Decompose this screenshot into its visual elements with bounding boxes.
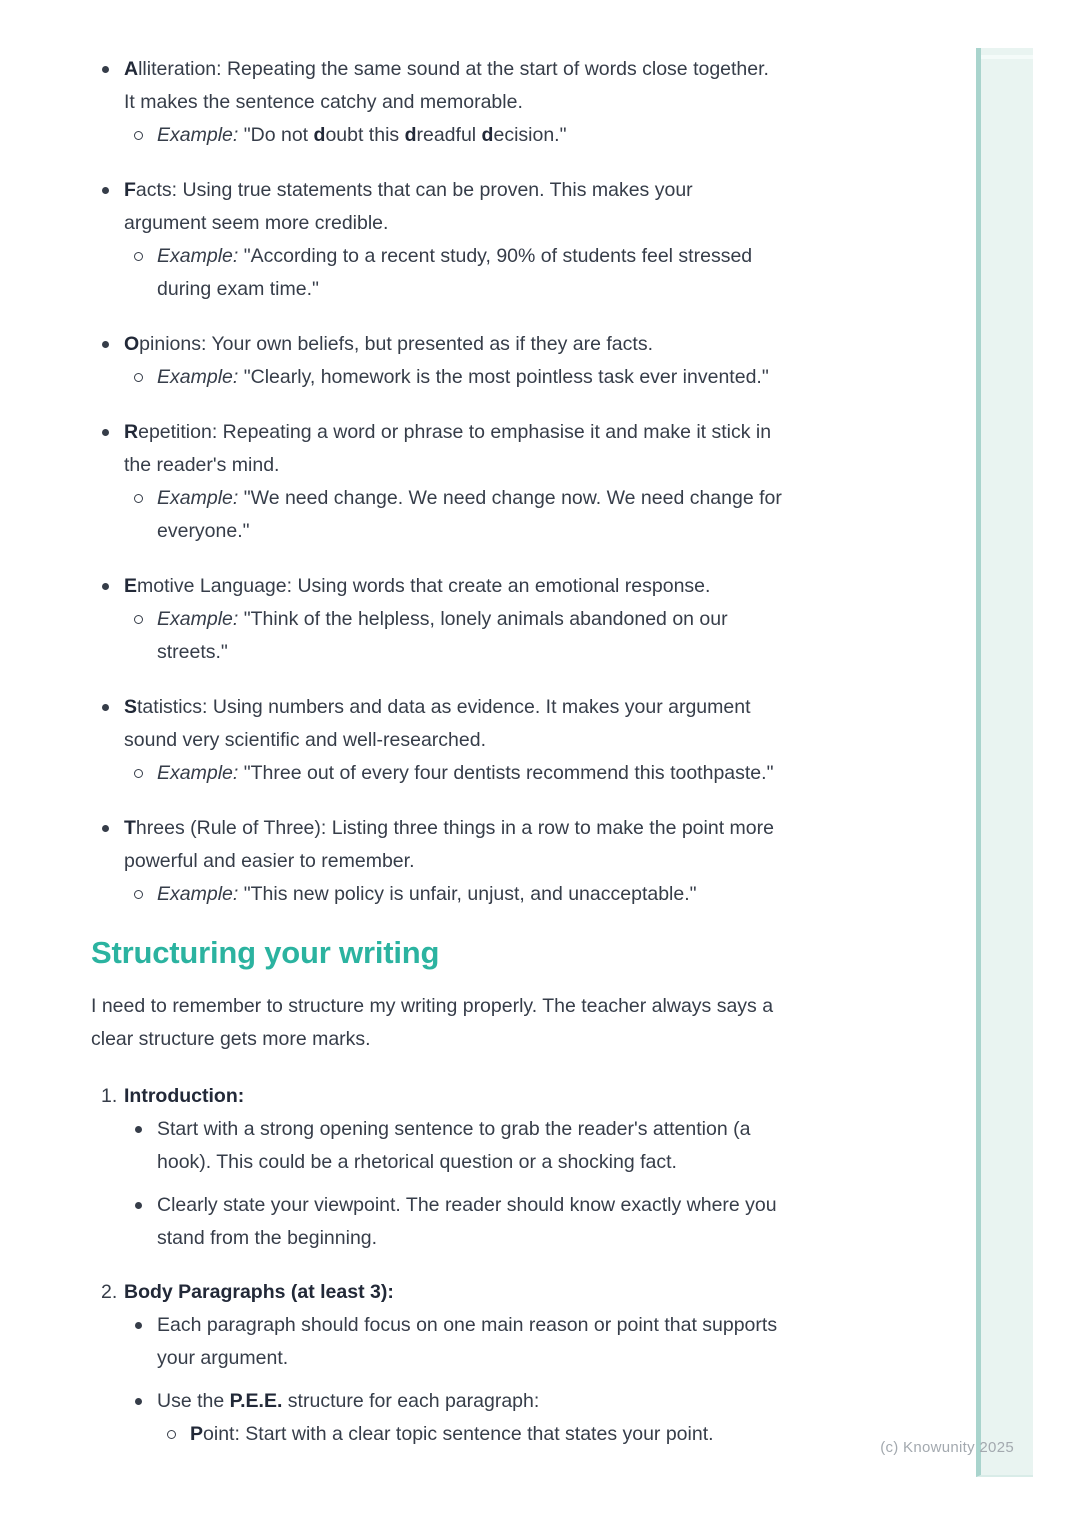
sub-bullet-text (190, 1418, 836, 1451)
circle-bullet-icon (134, 494, 143, 503)
text-segment: everyone." (157, 520, 250, 542)
list-item-alliteration (91, 53, 836, 152)
text-line (124, 691, 836, 724)
pee-sublist (157, 1418, 836, 1451)
text-line (124, 328, 836, 361)
bullet-icon (102, 187, 109, 194)
bullet-icon (135, 1322, 142, 1329)
text-line (157, 1146, 836, 1179)
bullet-icon (102, 583, 109, 590)
text-line (157, 1113, 836, 1146)
text-line (157, 1222, 836, 1255)
example-item (124, 361, 836, 394)
text-line (157, 1309, 836, 1342)
numbered-item-body-paragraphs (91, 1276, 836, 1451)
bullet-icon (102, 66, 109, 73)
text-segment: Clearly state your viewpoint. The reader should know exactly where you (157, 1194, 777, 1216)
text-segment: sound very scientific and well-researched. (124, 729, 487, 751)
text-segment: oubt this (325, 124, 405, 146)
aforest-list (91, 53, 836, 911)
example-item (124, 119, 836, 152)
text-segment: tatistics: Using numbers and data as evidence. It makes your argument (137, 696, 751, 718)
circle-bullet-icon (134, 769, 143, 778)
text-line (190, 1418, 836, 1451)
text-segment: P (190, 1423, 204, 1445)
example-list (124, 361, 836, 394)
text-segment: epetition: Repeating a word or phrase to emphasise it and make it stick in (138, 421, 772, 443)
text-segment: pinions: Your own beliefs, but presented as if they are facts. (139, 333, 653, 355)
text-line (124, 845, 836, 878)
text-line (157, 482, 836, 515)
text-line (91, 1023, 836, 1056)
text-segment: Example: (157, 762, 239, 784)
term-text (124, 174, 836, 240)
text-segment: Each paragraph should focus on one main reason or point that supports (157, 1314, 778, 1336)
text-segment: It makes the sentence catchy and memorable. (124, 91, 523, 113)
text-segment: "According to a recent study, 90% of students feel stressed (238, 245, 753, 267)
circle-bullet-icon (134, 890, 143, 899)
text-segment: your argument. (157, 1347, 289, 1369)
text-line (124, 207, 836, 240)
list-item-facts (91, 174, 836, 306)
text-segment: readful (416, 124, 482, 146)
text-segment: d (481, 124, 494, 146)
example-list (124, 878, 836, 911)
text-segment: powerful and easier to remember. (124, 850, 415, 872)
example-list (124, 240, 836, 306)
bullet-text (157, 1309, 836, 1375)
example-text (157, 482, 836, 548)
bullet-icon (102, 825, 109, 832)
term-text (124, 812, 836, 878)
bullet-item (124, 1113, 836, 1179)
bullet-icon (135, 1202, 142, 1209)
example-list (124, 482, 836, 548)
text-segment: "We need change. We need change now. We need change for (238, 487, 782, 509)
item-bullets (124, 1309, 836, 1451)
bullet-text (157, 1189, 836, 1255)
text-line (157, 603, 836, 636)
text-segment: Example: (157, 487, 239, 509)
example-list (124, 119, 836, 152)
text-segment: I need to remember to structure my writing properly. The teacher always says a (91, 995, 774, 1017)
text-segment: stand from the beginning. (157, 1227, 378, 1249)
section-heading: Structuring your writing (91, 935, 440, 970)
text-segment: Example: (157, 245, 239, 267)
item-label: Introduction: (124, 1085, 245, 1107)
section-intro (91, 990, 836, 1056)
text-segment: acts: Using true statements that can be proven. This makes your (135, 179, 693, 201)
text-segment: Example: (157, 366, 239, 388)
circle-bullet-icon (134, 615, 143, 624)
list-item-statistics (91, 691, 836, 790)
item-number: 2. (101, 1281, 118, 1303)
bullet-text (157, 1385, 836, 1418)
bullet-item (124, 1385, 836, 1451)
list-item-repetition (91, 416, 836, 548)
bullet-item (124, 1189, 836, 1255)
item-number: 1. (101, 1085, 118, 1107)
text-line (124, 449, 836, 482)
example-text (157, 878, 836, 911)
example-item (124, 240, 836, 306)
sub-bullet-item (157, 1418, 836, 1451)
text-segment: Start with a strong opening sentence to grab the reader's attention (a (157, 1118, 751, 1140)
circle-bullet-icon (134, 252, 143, 261)
text-line (157, 515, 836, 548)
example-text (157, 361, 836, 394)
text-line (91, 990, 836, 1023)
text-line (124, 570, 836, 603)
list-item-opinions (91, 328, 836, 394)
text-segment: ecision." (493, 124, 567, 146)
item-label: Body Paragraphs (at least 3): (124, 1281, 394, 1303)
text-segment: F (124, 179, 136, 201)
text-segment: during exam time." (157, 278, 319, 300)
term-text (124, 416, 836, 482)
text-line (157, 1385, 836, 1418)
example-text (157, 119, 836, 152)
text-line (157, 119, 836, 152)
bullet-item (124, 1309, 836, 1375)
list-item-threes (91, 812, 836, 911)
text-segment: P.E.E. (229, 1390, 283, 1412)
text-line (157, 361, 836, 394)
example-item (124, 482, 836, 548)
text-segment: A (124, 58, 139, 80)
text-segment: hook). This could be a rhetorical question or a shocking fact. (157, 1151, 677, 1173)
text-segment: Example: (157, 124, 239, 146)
text-line (124, 53, 836, 86)
text-segment: streets." (157, 641, 228, 663)
example-item (124, 878, 836, 911)
example-item (124, 757, 836, 790)
text-line (124, 812, 836, 845)
text-line (157, 240, 836, 273)
text-segment: d (313, 124, 326, 146)
example-item (124, 603, 836, 669)
text-segment: Use the (157, 1390, 230, 1412)
text-line (124, 416, 836, 449)
text-segment: d (404, 124, 417, 146)
circle-bullet-icon (134, 131, 143, 140)
circle-bullet-icon (134, 373, 143, 382)
structure-numbered-list (91, 1080, 836, 1451)
text-segment: R (124, 421, 139, 443)
example-text (157, 603, 836, 669)
text-line (157, 878, 836, 911)
text-segment: argument seem more credible. (124, 212, 389, 234)
text-segment: the reader's mind. (124, 454, 280, 476)
text-line (157, 1189, 836, 1222)
text-line (124, 724, 836, 757)
term-text (124, 570, 836, 603)
list-item-emotive-language (91, 570, 836, 669)
bullet-icon (135, 1126, 142, 1133)
text-segment: E (124, 575, 138, 597)
item-bullets (124, 1113, 836, 1255)
text-line (157, 273, 836, 306)
text-segment: "This new policy is unfair, unjust, and unacceptable." (238, 883, 697, 905)
example-text (157, 240, 836, 306)
numbered-item-introduction (91, 1080, 836, 1255)
text-segment: Example: (157, 883, 239, 905)
text-segment: structure for each paragraph: (282, 1390, 540, 1412)
bullet-text (157, 1113, 836, 1179)
bullet-icon (102, 341, 109, 348)
bullet-icon (135, 1398, 142, 1405)
example-list (124, 603, 836, 669)
text-segment: "Think of the helpless, lonely animals abandoned on our (238, 608, 728, 630)
decorative-stripe (976, 48, 1033, 1477)
text-segment: O (124, 333, 140, 355)
text-segment: S (124, 696, 138, 718)
term-text (124, 328, 836, 361)
text-segment: "Do not (238, 124, 314, 146)
text-line (157, 1342, 836, 1375)
text-line (157, 636, 836, 669)
text-line (124, 86, 836, 119)
text-segment: motive Language: Using words that create an emotional response. (137, 575, 711, 597)
term-text (124, 691, 836, 757)
bullet-icon (102, 429, 109, 436)
bullet-icon (102, 704, 109, 711)
copyright-watermark: (c) Knowunity 2025 (880, 1439, 1014, 1456)
text-line (124, 174, 836, 207)
text-segment: "Clearly, homework is the most pointless task ever invented." (238, 366, 769, 388)
text-segment: T (124, 817, 136, 839)
term-text (124, 53, 836, 119)
text-segment: hrees (Rule of Three): Listing three things in a row to make the point more (135, 817, 774, 839)
text-line (157, 757, 836, 790)
text-segment: Example: (157, 608, 239, 630)
example-text (157, 757, 836, 790)
example-list (124, 757, 836, 790)
text-segment: clear structure gets more marks. (91, 1028, 371, 1050)
circle-bullet-icon (167, 1430, 176, 1439)
text-segment: "Three out of every four dentists recommend this toothpaste." (238, 762, 774, 784)
notes-content (91, 53, 836, 1451)
text-segment: lliteration: Repeating the same sound at the start of words close together. (138, 58, 769, 80)
text-segment: oint: Start with a clear topic sentence that states your point. (203, 1423, 714, 1445)
